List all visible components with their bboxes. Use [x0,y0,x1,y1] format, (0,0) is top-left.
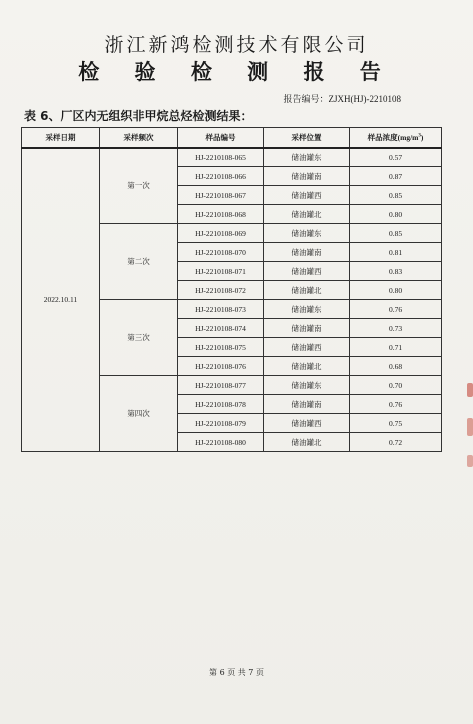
report-number [283,92,401,105]
cell-value: 0.73 [350,319,442,338]
cell-sample-id: HJ-2210108-069 [178,224,264,243]
header-sample-id: 样品编号 [178,128,264,148]
cell-location: 储油罐西 [264,414,350,433]
header-concentration [350,128,442,148]
cell-value: 0.83 [350,262,442,281]
results-table [21,127,442,452]
seam-stamp-mark [467,383,473,397]
cell-sample-id: HJ-2210108-071 [178,262,264,281]
cell-round: 第二次 [100,224,178,300]
cell-value: 0.87 [350,167,442,186]
cell-location: 储油罐北 [264,433,350,452]
cell-location: 储油罐南 [264,243,350,262]
table-header-row [22,128,442,148]
cell-sample-id: HJ-2210108-077 [178,376,264,395]
cell-value: 0.76 [350,300,442,319]
cell-sample-id: HJ-2210108-078 [178,395,264,414]
company-name: 浙江新鸿检测技术有限公司 [104,34,369,56]
report-number-label: 报告编号： [283,94,329,104]
cell-value: 0.71 [350,338,442,357]
cell-round: 第三次 [100,300,178,376]
cell-round: 第四次 [100,376,178,452]
cell-location: 储油罐东 [264,148,350,167]
seam-stamp-mark [467,455,473,467]
table-row [22,148,442,167]
cell-location: 储油罐东 [264,376,350,395]
cell-sample-id: HJ-2210108-079 [178,414,264,433]
cell-location: 储油罐西 [264,338,350,357]
cell-value: 0.57 [350,148,442,167]
header-location: 采样位置 [264,128,350,148]
header-concentration-text: 样品浓度(mg/m [367,132,419,142]
cell-date: 2022.10.11 [22,148,100,452]
cell-value: 0.85 [350,224,442,243]
cell-sample-id: HJ-2210108-072 [178,281,264,300]
header-date: 采样日期 [22,128,100,148]
cell-value: 0.75 [350,414,442,433]
cell-sample-id: HJ-2210108-066 [178,167,264,186]
cell-value: 0.72 [350,433,442,452]
cell-sample-id: HJ-2210108-067 [178,186,264,205]
header-round: 采样频次 [100,128,178,148]
cell-location: 储油罐南 [264,167,350,186]
cell-value: 0.68 [350,357,442,376]
cell-value: 0.85 [350,186,442,205]
cell-value: 0.70 [350,376,442,395]
cell-location: 储油罐北 [264,357,350,376]
cell-sample-id: HJ-2210108-074 [178,319,264,338]
cell-sample-id: HJ-2210108-076 [178,357,264,376]
cell-round: 第一次 [100,148,178,224]
cell-location: 储油罐东 [264,224,350,243]
cell-location: 储油罐西 [264,262,350,281]
cell-sample-id: HJ-2210108-075 [178,338,264,357]
cell-location: 储油罐西 [264,186,350,205]
table-body [22,148,442,452]
page-footer: 第 6 页 共 7 页 [209,668,264,677]
cell-value: 0.80 [350,205,442,224]
seam-stamp-mark [467,418,473,436]
cell-value: 0.76 [350,395,442,414]
cell-location: 储油罐东 [264,300,350,319]
cell-value: 0.81 [350,243,442,262]
cell-location: 储油罐南 [264,319,350,338]
report-title: 检 验 检 测 报 告 [78,59,395,84]
cell-sample-id: HJ-2210108-065 [178,148,264,167]
cell-sample-id: HJ-2210108-080 [178,433,264,452]
cell-value: 0.80 [350,281,442,300]
cell-location: 储油罐北 [264,205,350,224]
header-concentration-end: ) [420,132,424,142]
cell-sample-id: HJ-2210108-073 [178,300,264,319]
cell-location: 储油罐北 [264,281,350,300]
table-title: 表 6、厂区内无组织非甲烷总烃检测结果： [24,109,253,123]
cell-sample-id: HJ-2210108-068 [178,205,264,224]
header-concentration-sup: 3 [418,133,421,139]
report-number-value: ZJXH(HJ)-2210108 [328,94,401,104]
cell-location: 储油罐南 [264,395,350,414]
cell-sample-id: HJ-2210108-070 [178,243,264,262]
